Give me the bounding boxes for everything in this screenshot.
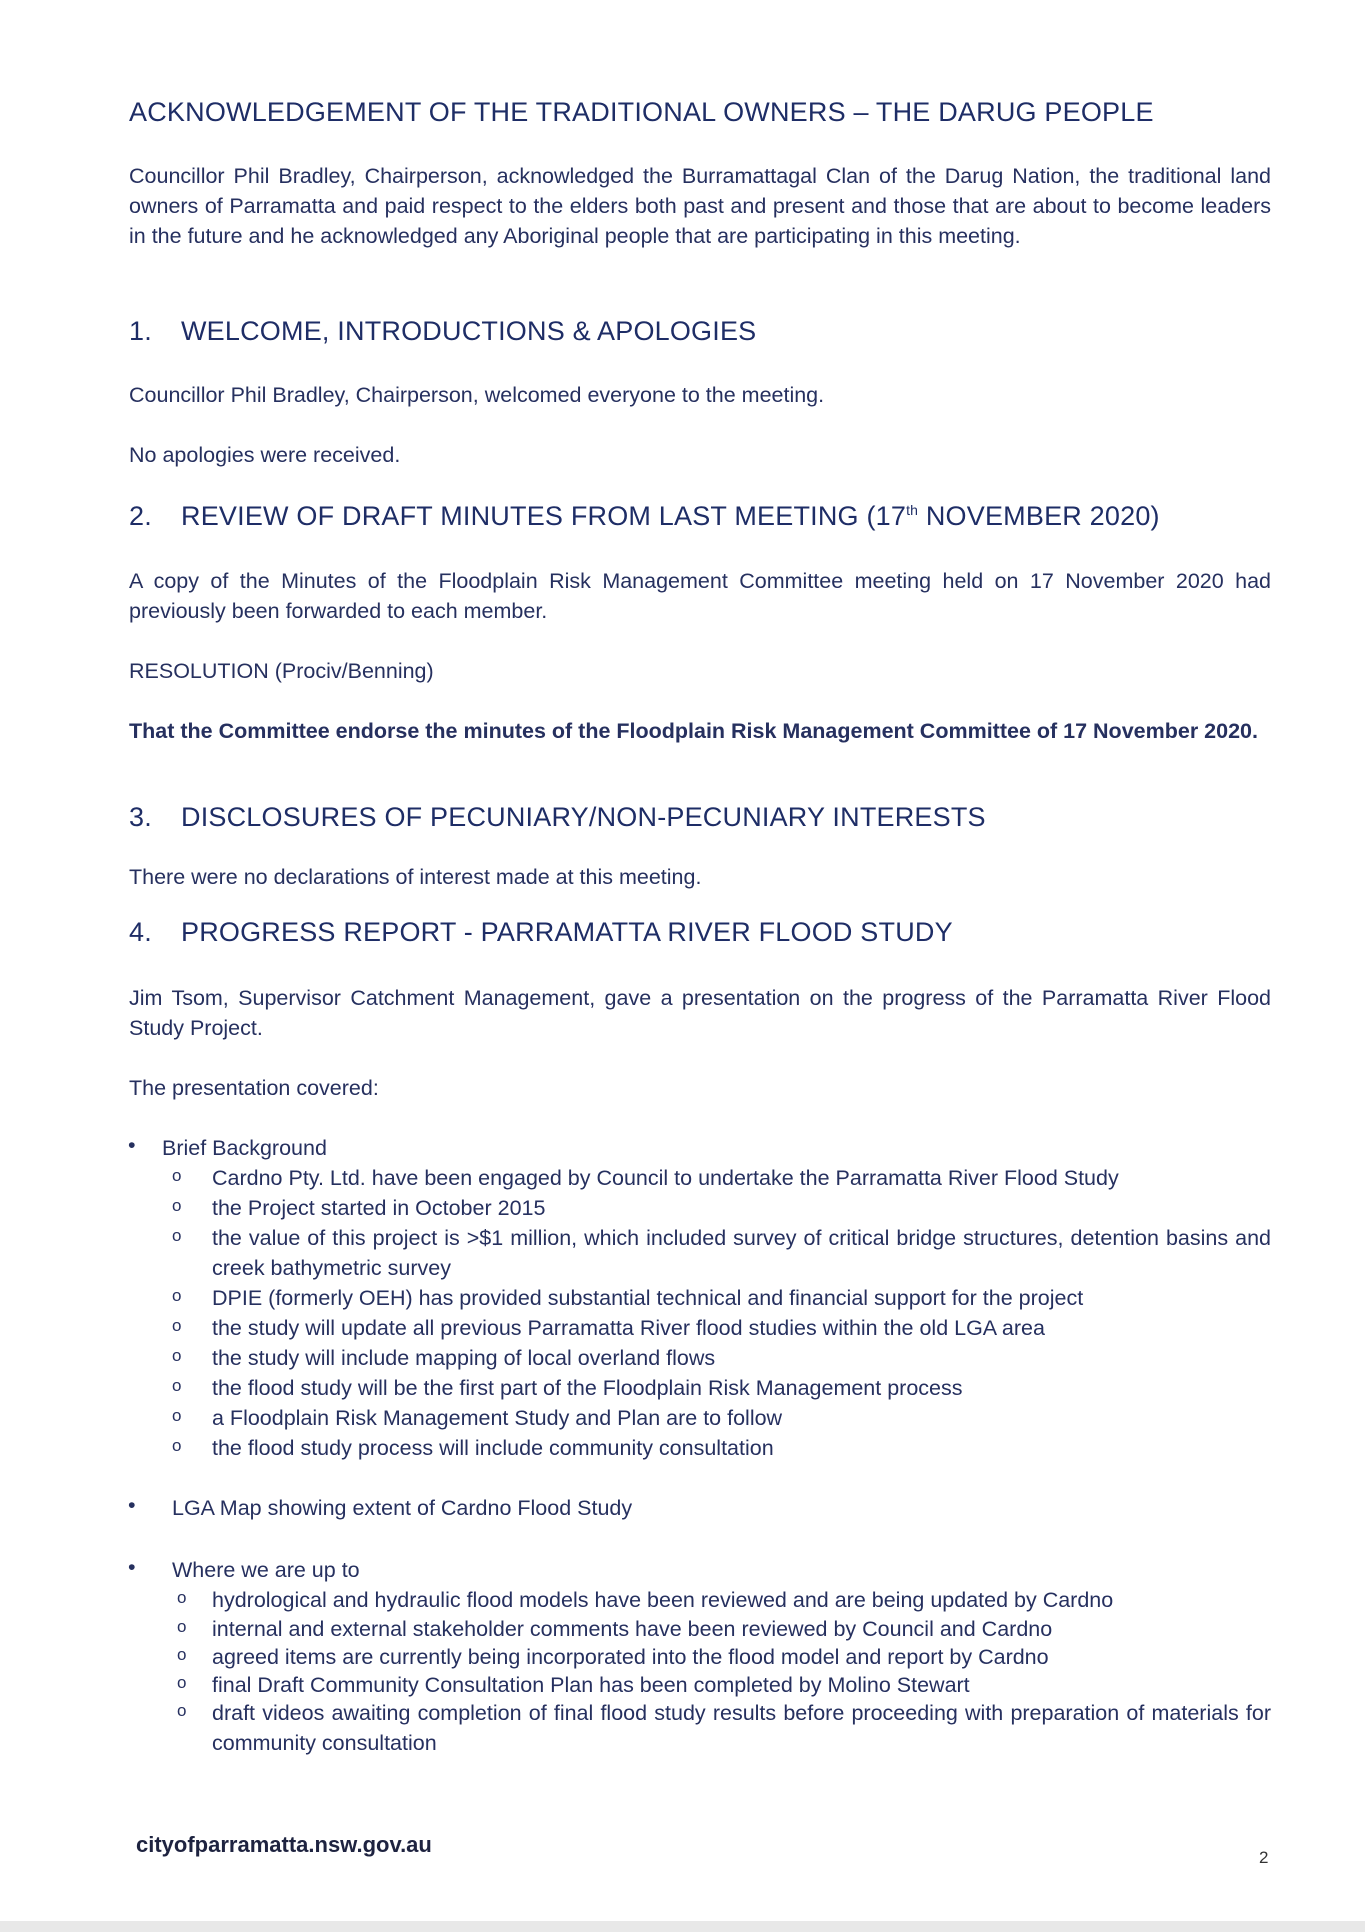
section-3-heading [129,802,986,833]
sub-item: internal and external stakeholder comments have been reviewed by Council and Cardno [212,1617,1053,1641]
s3-declarations-text: There were no declarations of interest made at this meeting. [129,865,702,889]
s2-motion: That the Committee endorse the minutes of the Floodplain Risk Management Committee of 17 November 2020. [129,719,1258,743]
sub-bullet-marker: o [172,1316,182,1335]
sub-bullet-marker: o [172,1196,182,1215]
section-2-heading [129,501,1160,532]
section-number: 2. [129,501,152,531]
s1-welcome-text: Councillor Phil Bradley, Chairperson, welcomed everyone to the meeting. [129,383,825,407]
sub-bullet-marker: o [177,1645,187,1664]
sub-item: the study will include mapping of local overland flows [212,1346,716,1370]
sub-item: a Floodplain Risk Management Study and Plan are to follow [212,1406,783,1430]
sub-item: agreed items are currently being incorporated into the flood model and report by Cardno [212,1645,1049,1669]
bullet-marker: • [128,1133,136,1157]
sub-bullet-marker: o [172,1376,182,1395]
sub-item: the Project started in October 2015 [212,1196,546,1220]
sub-item: hydrological and hydraulic flood models have been reviewed and are being updated by Cardno [212,1588,1114,1612]
section-title: REVIEW OF DRAFT MINUTES FROM LAST MEETING (17 [181,501,907,531]
section-1-heading [129,316,756,347]
page-bottom-edge [0,1921,1365,1932]
sub-bullet-marker: o [172,1346,182,1365]
s2-minutes-text: A copy of the Minutes of the Floodplain Risk Management Committee meeting held on 17 November 2020 had previously been forwarded to each member. [129,569,1271,623]
section-4-heading [129,917,953,948]
sub-item: the flood study process will include community consultation [212,1436,774,1460]
s4-covered-text: The presentation covered: [129,1076,379,1100]
bullet-where-we-are: Where we are up to [172,1558,360,1582]
sub-item: the value of this project is >$1 million, which included survey of critical bridge structures, detention basins and creek bathymetric survey [212,1226,1271,1280]
section-number: 1. [129,316,152,346]
bullet-brief-background: Brief Background [162,1136,327,1160]
bullet-marker: • [128,1555,136,1579]
s4-presentation-text: Jim Tsom, Supervisor Catchment Management, gave a presentation on the progress of the Parramatta River Flood Study Project. [129,986,1271,1040]
bullet-lga-map: LGA Map showing extent of Cardno Flood Study [172,1496,633,1520]
sub-item: draft videos awaiting completion of final flood study results before proceeding with preparation of materials for community consultation [212,1701,1271,1755]
sub-bullet-marker: o [172,1226,182,1245]
sub-item: Cardno Pty. Ltd. have been engaged by Council to undertake the Parramatta River Flood Study [212,1166,1119,1190]
ack-heading: ACKNOWLEDGEMENT OF THE TRADITIONAL OWNERS – THE DARUG PEOPLE [129,97,1154,127]
section-title-superscript: th [906,502,919,518]
page-number: 2 [1259,1848,1269,1867]
sub-bullet-marker: o [172,1436,182,1455]
s1-apologies-text: No apologies were received. [129,443,401,467]
sub-bullet-marker: o [177,1617,187,1636]
sub-item: the flood study will be the first part of the Floodplain Risk Management process [212,1376,963,1400]
sub-bullet-marker: o [177,1701,187,1720]
sub-item: DPIE (formerly OEH) has provided substantial technical and financial support for the project [212,1286,1084,1310]
sub-bullet-marker: o [172,1406,182,1425]
section-title: DISCLOSURES OF PECUNIARY/NON-PECUNIARY INTERESTS [181,802,986,832]
section-title-tail: NOVEMBER 2020) [918,501,1160,531]
ack-paragraph: Councillor Phil Bradley, Chairperson, acknowledged the Burramattagal Clan of the Darug Nation, the traditional land owners of Parramatta and paid respect to the elders both past and present and those that are about to become leaders in the future and he acknowledged any Aboriginal people that are participating in this meeting. [129,164,1271,248]
sub-bullet-marker: o [172,1166,182,1185]
sub-bullet-marker: o [177,1588,187,1607]
section-number: 4. [129,917,152,947]
sub-item: final Draft Community Consultation Plan has been completed by Molino Stewart [212,1673,970,1697]
sub-bullet-marker: o [177,1673,187,1692]
section-number: 3. [129,802,152,832]
s2-resolution: RESOLUTION (Prociv/Benning) [129,659,434,683]
bullet-marker: • [128,1493,136,1517]
section-title: WELCOME, INTRODUCTIONS & APOLOGIES [181,316,757,346]
footer-website: cityofparramatta.nsw.gov.au [136,1832,432,1857]
section-title: PROGRESS REPORT - PARRAMATTA RIVER FLOOD STUDY [181,917,953,947]
sub-bullet-marker: o [172,1286,182,1305]
sub-item: the study will update all previous Parramatta River flood studies within the old LGA area [212,1316,1045,1340]
